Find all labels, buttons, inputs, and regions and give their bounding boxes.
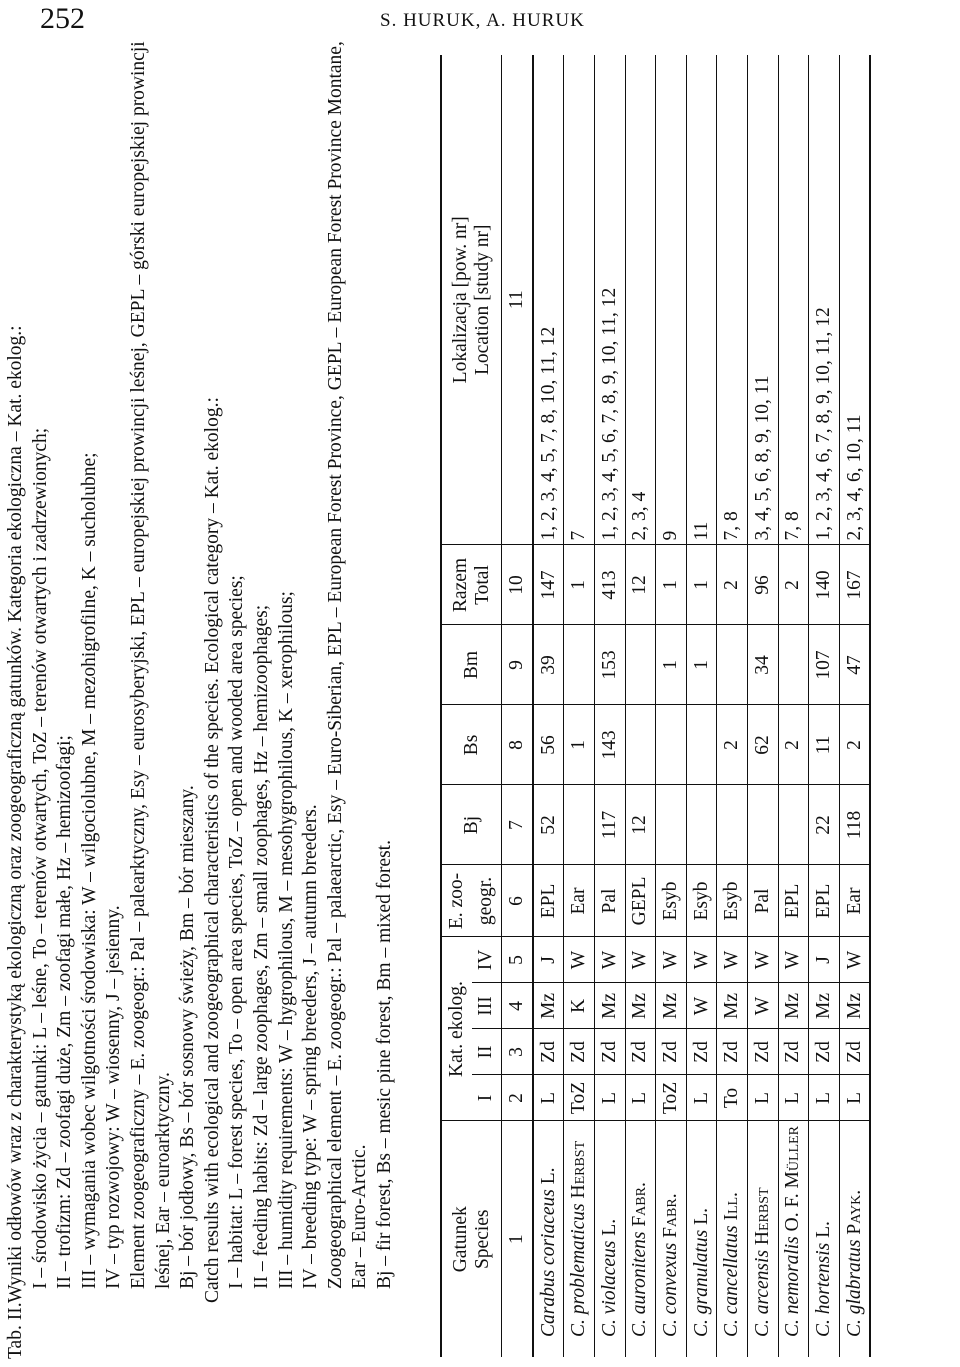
- species-name: [686, 1121, 717, 1357]
- cell-ii: Zd: [809, 1029, 840, 1075]
- table-row: [839, 55, 870, 1357]
- header-kat-i: I: [472, 1075, 502, 1121]
- species-author: L.: [812, 1221, 834, 1238]
- cell-bj: [686, 785, 717, 865]
- cell-i: ToZ: [656, 1075, 687, 1121]
- cell-bs: 11: [809, 705, 840, 785]
- header-bm: Bm: [441, 625, 502, 705]
- running-head: S. HURUK, A. HURUK: [380, 10, 585, 31]
- species-genus: C. hortensis: [812, 1242, 834, 1337]
- cell-i: L: [594, 1075, 625, 1121]
- legend-line-pl: IV – typ rozwojowy: W – wiosenny, J – jesienny.: [103, 905, 125, 1289]
- legend-line-en: II – feeding habits: Zd – large zoophages, Zm – small zoophages, Hz – hemizoophages;: [250, 604, 272, 1289]
- cell-iv: J: [533, 937, 564, 983]
- cell-bs: [625, 705, 656, 785]
- legend-line-en: I – habitat: L – forest species, To – open area species, ToZ – open and wooded area species;: [226, 575, 248, 1289]
- species-name: [839, 1121, 870, 1357]
- cell-ii: Zd: [717, 1029, 748, 1075]
- cell-bj: [564, 785, 595, 865]
- cell-bm: [564, 625, 595, 705]
- cell-i: L: [778, 1075, 809, 1121]
- cell-ez: Esyb: [656, 865, 687, 937]
- cell-ii: Zd: [839, 1029, 870, 1075]
- species-genus: C. convexus: [659, 1242, 681, 1337]
- cell-bj: [656, 785, 687, 865]
- cell-total: 2: [778, 545, 809, 625]
- cell-total: 1: [656, 545, 687, 625]
- cell-loc: 2, 3, 4, 6, 10, 11: [839, 55, 870, 545]
- header-kat-ekolog: Kat. ekolog.: [441, 937, 472, 1121]
- header-ezoo-2: geogr.: [472, 865, 502, 937]
- cell-loc: 7: [564, 55, 595, 545]
- species-name: [533, 1121, 564, 1357]
- cell-bj: 117: [594, 785, 625, 865]
- caption-legend-en: [225, 19, 397, 1303]
- header-location: Lokalizacja [pow. nr] Location [study nr]: [441, 55, 502, 545]
- cell-loc: 1, 2, 3, 4, 6, 7, 8, 9, 10, 11, 12: [809, 55, 840, 545]
- species-author: L.: [537, 1167, 559, 1185]
- cell-total: 12: [625, 545, 656, 625]
- caption-label: Tab. II.: [5, 1302, 26, 1359]
- cell-iii: Mz: [594, 983, 625, 1029]
- cell-ez: Pal: [747, 865, 778, 937]
- cell-loc: 11: [686, 55, 717, 545]
- species-author: Herbst: [751, 1187, 773, 1246]
- column-number: 5: [502, 937, 533, 983]
- cell-iv: W: [564, 937, 595, 983]
- cell-bs: 1: [564, 705, 595, 785]
- header-species: Gatunek Species: [449, 1206, 493, 1273]
- species-genus: C. cancellatus: [721, 1225, 743, 1337]
- column-number: 2: [502, 1075, 533, 1121]
- cell-loc: 3, 4, 5, 6, 8, 9, 10, 11: [747, 55, 778, 545]
- header-bj: Bj: [441, 785, 502, 865]
- cell-ez: Pal: [594, 865, 625, 937]
- cell-bs: 2: [717, 705, 748, 785]
- cell-bm: 47: [839, 625, 870, 705]
- cell-iv: W: [747, 937, 778, 983]
- cell-ii: Zd: [625, 1029, 656, 1075]
- table-caption: [4, 19, 398, 1359]
- cell-iii: W: [686, 983, 717, 1029]
- header-bs: Bs: [441, 705, 502, 785]
- cell-ii: Zd: [656, 1029, 687, 1075]
- legend-line-pl: Element zoogeograficzny – E. zoogeogr.: Pal – palearktyczny, Esy – eurosyberyjski, EPL – europejskiej prowincji leśnej, GEPL – górski europejskiej prowincji leśnej, Ear – euroarktyczny.: [127, 41, 174, 1289]
- table-row: [778, 55, 809, 1357]
- legend-line-en: Zoogeographical element – E. zoogeogr.: Pal – palaearctic, Esy – Euro-Siberian, EPL – European Forest Province, GEPL – European Forest Province Montane, Ear – Euro-Arctic.: [324, 41, 371, 1289]
- column-number-row: [502, 55, 533, 1357]
- cell-iv: W: [656, 937, 687, 983]
- cell-i: L: [686, 1075, 717, 1121]
- cell-iv: W: [686, 937, 717, 983]
- table-row: [747, 55, 778, 1357]
- header-kat-iii: III: [472, 983, 502, 1029]
- cell-ez: Ear: [839, 865, 870, 937]
- species-name: [656, 1121, 687, 1357]
- cell-total: 1: [564, 545, 595, 625]
- species-author: Fabr.: [659, 1193, 681, 1238]
- cell-ez: EPL: [809, 865, 840, 937]
- legend-line-pl: II – trofizm: Zd – zoofagi duże, Zm – zoofagi małe, Hz – hemizoofagi;: [54, 735, 76, 1289]
- cell-loc: 7, 8: [717, 55, 748, 545]
- legend-line-en: III – humidity requirements: W – hygrophilous, M – mesohygrophilous, K – xerophilous;: [275, 591, 297, 1289]
- cell-iv: W: [717, 937, 748, 983]
- cell-iii: K: [564, 983, 595, 1029]
- legend-line-en: IV – breeding type: W – spring breeders, J – autumn breeders.: [300, 804, 322, 1289]
- table-row: [625, 55, 656, 1357]
- cell-bm: 34: [747, 625, 778, 705]
- species-author: Ill.: [721, 1192, 743, 1221]
- species-genus: Carabus coriaceus: [537, 1189, 559, 1337]
- species-name: [809, 1121, 840, 1357]
- cell-bj: 12: [625, 785, 656, 865]
- species-name: [564, 1121, 595, 1357]
- species-genus: C. violaceus: [598, 1240, 620, 1337]
- species-author: Fabr.: [629, 1182, 651, 1227]
- cell-i: L: [809, 1075, 840, 1121]
- column-number: 9: [502, 625, 533, 705]
- cell-total: 147: [533, 545, 564, 625]
- cell-bm: [625, 625, 656, 705]
- column-number: 4: [502, 983, 533, 1029]
- cell-i: L: [747, 1075, 778, 1121]
- species-genus: C. problematicus: [568, 1203, 590, 1337]
- cell-bm: 153: [594, 625, 625, 705]
- cell-ii: Zd: [686, 1029, 717, 1075]
- column-number: 11: [502, 55, 533, 545]
- cell-ii: Zd: [564, 1029, 595, 1075]
- cell-iii: Mz: [625, 983, 656, 1029]
- species-name: [625, 1121, 656, 1357]
- cell-total: 413: [594, 545, 625, 625]
- species-genus: C. nemoralis: [782, 1236, 804, 1337]
- species-genus: C. glabratus: [843, 1239, 865, 1337]
- species-author: Herbst: [568, 1140, 590, 1199]
- column-number: 6: [502, 865, 533, 937]
- caption-title-pl: Wyniki odłowów wraz z charakterystyką ekologiczną oraz zoogeograficzną gatunków. Kategoria ekologiczna – Kat. ekolog.:: [5, 325, 26, 1303]
- cell-ii: Zd: [594, 1029, 625, 1075]
- cell-i: ToZ: [564, 1075, 595, 1121]
- cell-total: 2: [717, 545, 748, 625]
- caption-legend-pl: [29, 19, 201, 1303]
- species-author: O. F. Müller: [782, 1126, 804, 1232]
- cell-i: To: [717, 1075, 748, 1121]
- cell-bm: [778, 625, 809, 705]
- cell-iv: W: [839, 937, 870, 983]
- cell-ez: Ear: [564, 865, 595, 937]
- cell-bm: [717, 625, 748, 705]
- catch-results-table: [440, 55, 871, 1357]
- header-kat-iv: IV: [472, 937, 502, 983]
- header-kat-ii: II: [472, 1029, 502, 1075]
- cell-bj: [747, 785, 778, 865]
- cell-i: L: [839, 1075, 870, 1121]
- cell-iv: W: [778, 937, 809, 983]
- page-number: 252: [40, 2, 85, 35]
- cell-total: 140: [809, 545, 840, 625]
- species-author: L.: [598, 1218, 620, 1236]
- column-number: 1: [505, 1234, 527, 1245]
- cell-iii: Mz: [656, 983, 687, 1029]
- legend-line-pl: III – wymagania wobec wilgotności środowiska: W – wilgociolubne, M – mezohigrofilne, K – sucholubne;: [78, 452, 100, 1289]
- cell-i: L: [625, 1075, 656, 1121]
- species-genus: C. granulatus: [690, 1229, 712, 1337]
- cell-bj: 118: [839, 785, 870, 865]
- cell-total: 96: [747, 545, 778, 625]
- column-number: 8: [502, 705, 533, 785]
- cell-ez: EPL: [533, 865, 564, 937]
- cell-bm: 1: [686, 625, 717, 705]
- cell-ii: Zd: [747, 1029, 778, 1075]
- cell-iii: Mz: [717, 983, 748, 1029]
- cell-iii: Mz: [533, 983, 564, 1029]
- cell-bs: 2: [778, 705, 809, 785]
- caption-title-en: Catch results with ecological and zoogeographical characteristics of the species. Ecological category – Kat. ekolog.:: [201, 397, 223, 1303]
- cell-ii: Zd: [533, 1029, 564, 1075]
- legend-line-en: Bj – fir forest, Bs – mesic pine forest, Bm – mixed forest.: [373, 840, 395, 1289]
- cell-bs: 62: [747, 705, 778, 785]
- table-row: [533, 55, 564, 1357]
- species-genus: C. arcensis: [751, 1249, 773, 1337]
- legend-line-pl: I – środowisko życia – gatunki: L – leśne, To – terenów otwartych, ToZ – terenów otwartych i zadrzewionych;: [29, 427, 51, 1289]
- species-name: [717, 1121, 748, 1357]
- cell-loc: 1, 2, 3, 4, 5, 6, 7, 8, 9, 10, 11, 12: [594, 55, 625, 545]
- cell-ez: EPL: [778, 865, 809, 937]
- table-row: [717, 55, 748, 1357]
- cell-i: L: [533, 1075, 564, 1121]
- column-number: 10: [502, 545, 533, 625]
- species-genus: C. auronitens: [629, 1231, 651, 1337]
- cell-iv: W: [625, 937, 656, 983]
- cell-ez: Esyb: [717, 865, 748, 937]
- cell-bs: [656, 705, 687, 785]
- table-row: [686, 55, 717, 1357]
- species-name: [778, 1121, 809, 1357]
- cell-iv: W: [594, 937, 625, 983]
- species-name: [747, 1121, 778, 1357]
- cell-bj: [717, 785, 748, 865]
- cell-loc: 1, 2, 3, 4, 5, 7, 8, 10, 11, 12: [533, 55, 564, 545]
- table-row: [564, 55, 595, 1357]
- column-number: 3: [502, 1029, 533, 1075]
- cell-loc: 9: [656, 55, 687, 545]
- cell-bs: 143: [594, 705, 625, 785]
- cell-total: 167: [839, 545, 870, 625]
- cell-bj: [778, 785, 809, 865]
- cell-iii: Mz: [778, 983, 809, 1029]
- cell-total: 1: [686, 545, 717, 625]
- cell-bm: 1: [656, 625, 687, 705]
- table-row: [809, 55, 840, 1357]
- cell-iii: Mz: [809, 983, 840, 1029]
- table-row: [656, 55, 687, 1357]
- cell-bj: 52: [533, 785, 564, 865]
- column-number: 7: [502, 785, 533, 865]
- cell-iii: W: [747, 983, 778, 1029]
- species-author: Payk.: [843, 1189, 865, 1235]
- cell-bs: [686, 705, 717, 785]
- cell-bm: 39: [533, 625, 564, 705]
- species-name: [594, 1121, 625, 1357]
- cell-loc: 2, 3, 4: [625, 55, 656, 545]
- cell-ii: Zd: [778, 1029, 809, 1075]
- cell-ez: Esyb: [686, 865, 717, 937]
- header-ezoo-1: E. zoo-: [441, 865, 472, 937]
- table-row: [594, 55, 625, 1357]
- cell-bm: 107: [809, 625, 840, 705]
- legend-line-pl: Bj – bór jodłowy, Bs – bór sosnowy świeży, Bm – bór mieszany.: [177, 785, 199, 1289]
- header-total: Razem Total: [441, 545, 502, 625]
- species-author: L.: [690, 1208, 712, 1225]
- cell-bs: 56: [533, 705, 564, 785]
- cell-loc: 7, 8: [778, 55, 809, 545]
- cell-bs: 2: [839, 705, 870, 785]
- cell-ez: GEPL: [625, 865, 656, 937]
- cell-bj: 22: [809, 785, 840, 865]
- cell-iii: Mz: [839, 983, 870, 1029]
- cell-iv: J: [809, 937, 840, 983]
